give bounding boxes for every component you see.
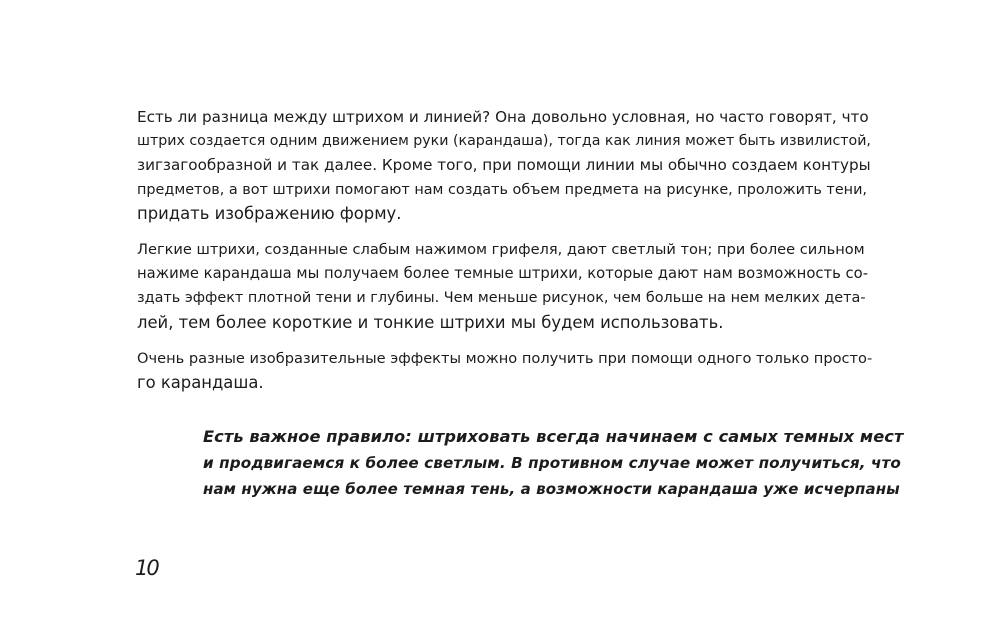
callout-line: Есть важное правило: штриховать всегда начинаем с самых темных мест xyxy=(203,427,904,446)
paragraph-1 xyxy=(137,105,872,226)
paragraph-2 xyxy=(137,238,872,335)
text-line: го карандаша. xyxy=(137,373,264,393)
body-text xyxy=(137,105,872,407)
text-line: Легкие штрихи, созданные слабым нажимом грифеля, дают светлый тон; при более сильном xyxy=(137,241,865,259)
text-line: предметов, а вот штрихи помогают нам создать объем предмета на рисунке, проложить тени, xyxy=(137,181,868,198)
text-line: Есть ли разница между штрихом и линией? Она довольно условная, но часто говорят, что xyxy=(137,108,869,126)
text-line: здать эффект плотной тени и глубины. Чем меньше рисунок, чем больше на нем мелких дета- xyxy=(137,290,866,307)
paragraph-3 xyxy=(137,347,872,395)
callout-line: нам нужна еще более темная тень, а возможности карандаша уже исчерпаны xyxy=(203,480,900,498)
callout-line: и продвигаемся к более светлым. В противном случае может получиться, что xyxy=(203,454,901,472)
text-line: придать изображению форму. xyxy=(137,203,402,223)
text-line: Очень разные изобразительные эффекты можно получить при помощи одного только просто- xyxy=(137,349,873,367)
text-line: лей, тем более короткие и тонкие штрихи мы будем использовать. xyxy=(137,312,724,332)
text-line: зигзагообразной и так далее. Кроме того, при помощи линии мы обычно создаем контуры xyxy=(137,156,871,175)
page-number: 10 xyxy=(135,556,158,580)
callout-rule xyxy=(203,424,903,502)
text-line: нажиме карандаша мы получаем более темные штрихи, которые дают нам возможность со- xyxy=(137,265,869,283)
text-line: штрих создается одним движением руки (карандаша), тогда как линия может быть извилистой, xyxy=(137,133,871,150)
